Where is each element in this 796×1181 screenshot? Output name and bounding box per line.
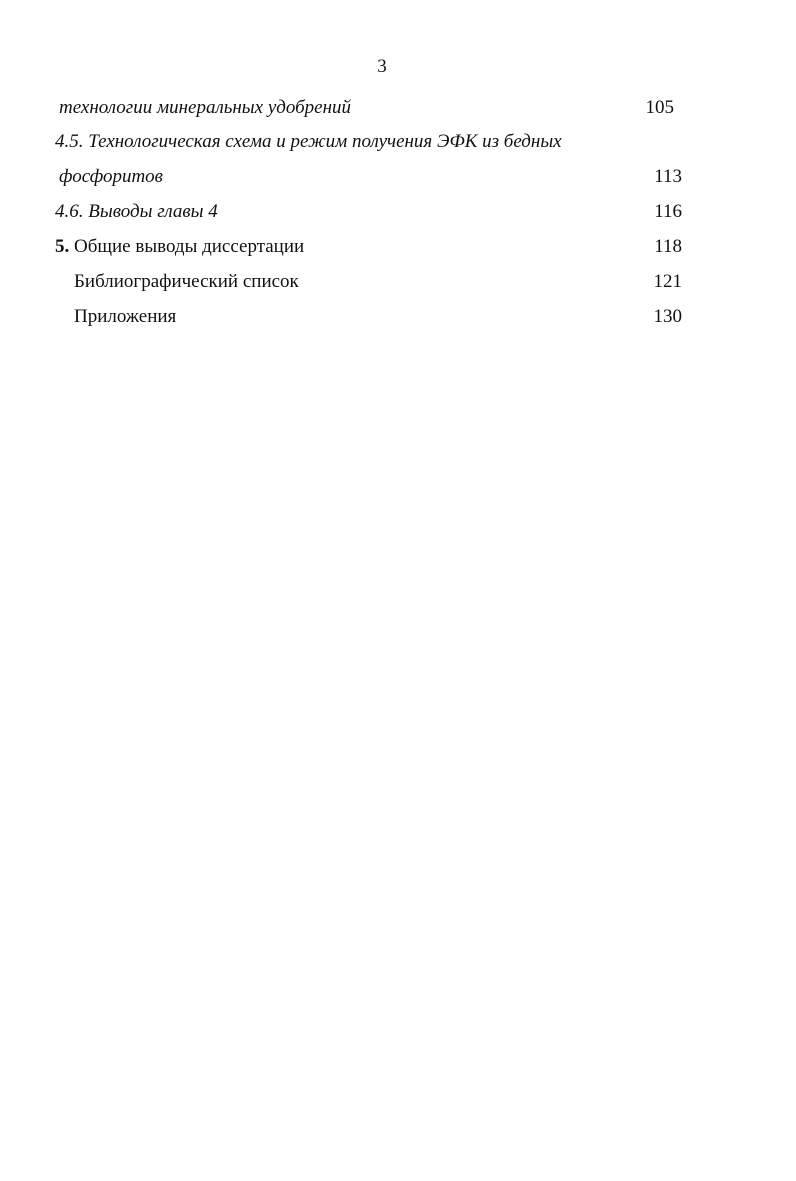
toc-entry-text: фосфоритов xyxy=(59,166,163,187)
toc-entry-text: Приложения xyxy=(74,306,177,327)
chapter-title: Общие выводы диссертации xyxy=(69,236,305,257)
chapter-number: 5. xyxy=(55,236,70,257)
toc-entry-text: Библиографический список xyxy=(74,271,299,292)
toc-entry-page: 121 xyxy=(653,271,682,292)
toc-entry-page: 118 xyxy=(654,236,682,257)
toc-entry-text: 4.5. Технологическая схема и режим получения ЭФК из бедных xyxy=(55,131,562,152)
toc-entry-text xyxy=(55,235,304,259)
toc-entry-text: технологии минеральных удобрений xyxy=(59,97,352,118)
toc-entry-page: 105 xyxy=(645,97,674,118)
toc-entry-page: 116 xyxy=(654,201,682,222)
page-number: 3 xyxy=(377,56,387,77)
toc-entry-page: 113 xyxy=(654,166,682,187)
toc-entry-page: 130 xyxy=(653,306,682,327)
toc-entry-text: 4.6. Выводы главы 4 xyxy=(55,201,218,222)
